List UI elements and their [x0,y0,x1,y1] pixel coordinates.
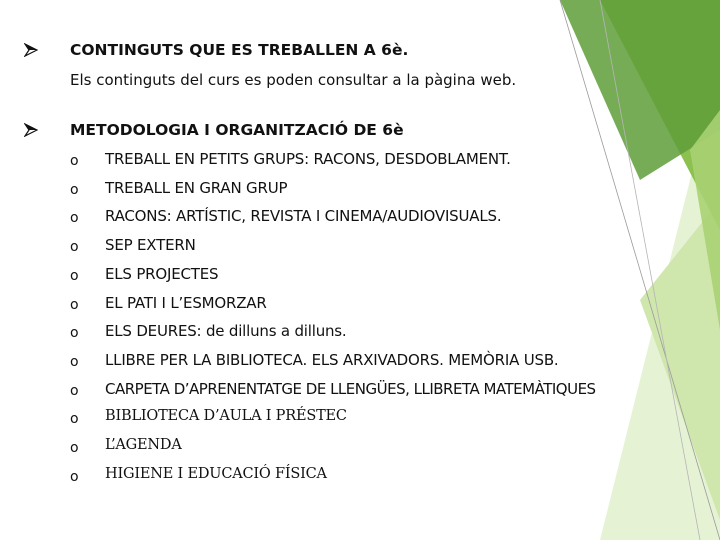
list-item: L’AGENDA [105,437,182,453]
list-item: HIGIENE I EDUCACIÓ FÍSICA [105,466,327,482]
section-title-methodology: METODOLOGIA I ORGANITZACIÓ DE 6è [70,121,404,139]
list-item: CARPETA D’APRENENTATGE DE LLENGÜES, LLIBRETA MATEMÀTIQUES [105,380,596,398]
circle-bullet-icon: o [70,383,79,399]
arrow-bullet-icon [24,43,38,57]
circle-bullet-icon: o [70,153,79,169]
circle-bullet-icon: o [70,440,79,456]
list-item: TREBALL EN GRAN GRUP [105,179,288,197]
circle-bullet-icon: o [70,268,79,284]
list-item: EL PATI I L’ESMORZAR [105,294,267,312]
list-item: ELS DEURES: de dilluns a dilluns. [105,322,347,340]
section-title-contents: CONTINGUTS QUE ES TREBALLEN A 6è. [70,41,409,59]
list-item: RACONS: ARTÍSTIC, REVISTA I CINEMA/AUDIOVISUALS. [105,207,502,225]
list-item: TREBALL EN PETITS GRUPS: RACONS, DESDOBLAMENT. [105,150,511,168]
arrow-bullet-icon [24,123,38,137]
circle-bullet-icon: o [70,325,79,341]
circle-bullet-icon: o [70,469,79,485]
list-item: ELS PROJECTES [105,265,219,283]
circle-bullet-icon: o [70,182,79,198]
circle-bullet-icon: o [70,297,79,313]
section-body-contents: Els continguts del curs es poden consultar a la pàgina web. [70,71,517,89]
list-item: SEP EXTERN [105,236,196,254]
list-item: BIBLIOTECA D’AULA I PRÉSTEC [105,408,347,424]
circle-bullet-icon: o [70,354,79,370]
circle-bullet-icon: o [70,411,79,427]
circle-bullet-icon: o [70,210,79,226]
list-item: LLIBRE PER LA BIBLIOTECA. ELS ARXIVADORS. MEMÒRIA USB. [105,351,559,369]
circle-bullet-icon: o [70,239,79,255]
